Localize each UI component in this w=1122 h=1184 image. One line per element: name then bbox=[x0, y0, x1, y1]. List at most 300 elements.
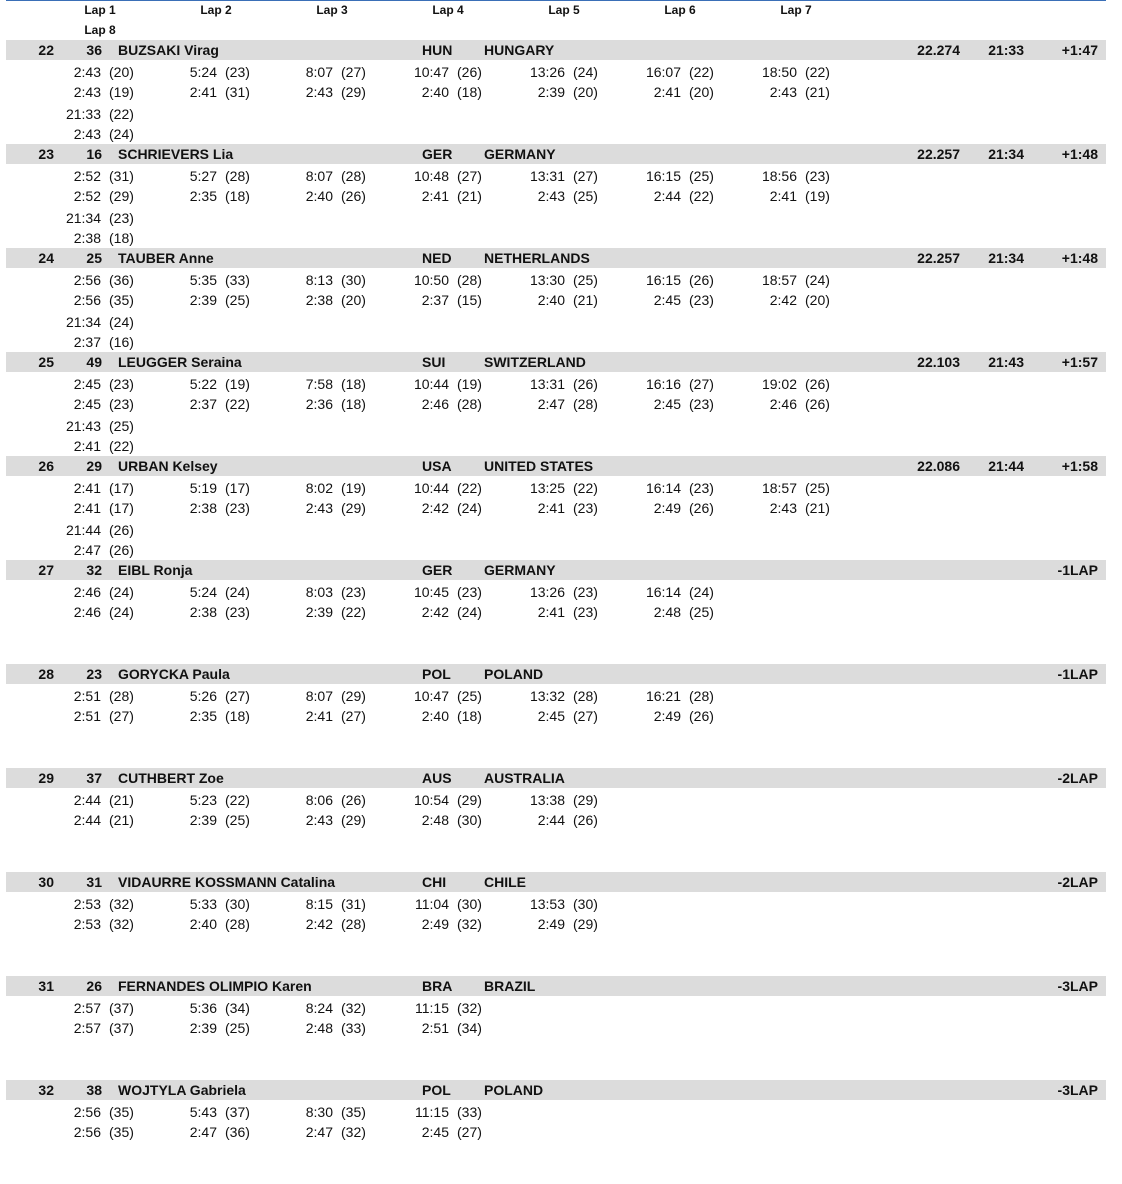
cumulative-split bbox=[621, 478, 714, 498]
split-rank: (24) bbox=[457, 604, 482, 620]
lap-split bbox=[41, 706, 134, 726]
lap8-cumulative-row bbox=[0, 520, 1122, 540]
cumulative-split bbox=[505, 478, 598, 498]
split-time: 5:23 bbox=[189, 792, 217, 808]
split-time: 2:40 bbox=[537, 292, 565, 308]
split-time: 11:04 bbox=[415, 896, 449, 912]
split-rank: (18) bbox=[457, 708, 482, 724]
split-rank: (23) bbox=[689, 480, 714, 496]
split-time: 13:31 bbox=[529, 376, 565, 392]
header-rule bbox=[6, 0, 1106, 1]
cumulative-split bbox=[737, 478, 830, 498]
lap-split-row bbox=[0, 290, 1122, 310]
cumulative-split-row bbox=[0, 790, 1122, 810]
gap-cell: -2LAP bbox=[1057, 874, 1098, 890]
lap-header-4: Lap 4 bbox=[432, 3, 464, 17]
split-rank: (23) bbox=[457, 584, 482, 600]
split-time: 2:46 bbox=[769, 396, 797, 412]
lap8-cumulative-row bbox=[0, 416, 1122, 436]
rank-cell: 26 bbox=[38, 458, 54, 474]
result-row bbox=[0, 352, 1122, 456]
result-row bbox=[0, 248, 1122, 352]
split-rank: (24) bbox=[457, 500, 482, 516]
cumulative-split bbox=[41, 790, 134, 810]
lap-split bbox=[157, 82, 250, 102]
split-time: 21:34 bbox=[65, 314, 101, 330]
lap-split bbox=[621, 706, 714, 726]
lap-split bbox=[737, 82, 830, 102]
lap-split bbox=[41, 436, 134, 456]
split-rank: (23) bbox=[573, 500, 598, 516]
split-time: 2:38 bbox=[73, 230, 101, 246]
split-time: 2:41 bbox=[189, 84, 217, 100]
split-rank: (35) bbox=[109, 1104, 134, 1120]
split-rank: (25) bbox=[457, 688, 482, 704]
lap-split bbox=[737, 290, 830, 310]
split-rank: (23) bbox=[109, 396, 134, 412]
cumulative-split bbox=[273, 894, 366, 914]
lap-split-row bbox=[0, 82, 1122, 102]
cumulative-split bbox=[621, 374, 714, 394]
cumulative-split bbox=[273, 1102, 366, 1122]
split-rank: (16) bbox=[109, 334, 134, 350]
cumulative-split bbox=[621, 166, 714, 186]
split-time: 8:15 bbox=[305, 896, 333, 912]
bib-cell: 16 bbox=[86, 146, 102, 162]
split-time: 2:45 bbox=[653, 292, 681, 308]
cumulative-split bbox=[389, 1102, 482, 1122]
split-rank: (28) bbox=[689, 688, 714, 704]
split-rank: (25) bbox=[689, 604, 714, 620]
split-rank: (29) bbox=[341, 500, 366, 516]
split-time: 2:44 bbox=[537, 812, 565, 828]
split-rank: (26) bbox=[689, 500, 714, 516]
country-name: POLAND bbox=[484, 1082, 544, 1098]
cumulative-split bbox=[273, 374, 366, 394]
split-rank: (25) bbox=[225, 1020, 250, 1036]
split-rank: (27) bbox=[109, 708, 134, 724]
split-rank: (20) bbox=[341, 292, 366, 308]
result-row bbox=[0, 976, 1122, 1080]
split-rank: (19) bbox=[805, 188, 830, 204]
split-rank: (29) bbox=[341, 84, 366, 100]
lap-split bbox=[41, 540, 134, 560]
rank-cell: 23 bbox=[38, 146, 54, 162]
split-time: 2:41 bbox=[421, 188, 449, 204]
nat-code: BRA bbox=[422, 978, 453, 994]
split-rank: (24) bbox=[225, 584, 250, 600]
split-rank: (25) bbox=[573, 272, 598, 288]
split-time: 16:15 bbox=[645, 272, 681, 288]
nat-code: AUS bbox=[422, 770, 452, 786]
cumulative-split bbox=[157, 62, 250, 82]
split-time: 11:15 bbox=[415, 1104, 449, 1120]
lap-split bbox=[273, 82, 366, 102]
split-time: 2:40 bbox=[421, 708, 449, 724]
finish-time: 21:43 bbox=[988, 354, 1024, 370]
split-time: 2:52 bbox=[73, 188, 101, 204]
split-rank: (27) bbox=[225, 688, 250, 704]
split-time: 2:36 bbox=[305, 396, 333, 412]
split-time: 2:41 bbox=[73, 438, 101, 454]
lap-split-row bbox=[0, 186, 1122, 206]
lap-split bbox=[273, 914, 366, 934]
split-rank: (25) bbox=[225, 292, 250, 308]
split-rank: (30) bbox=[457, 812, 482, 828]
split-rank: (24) bbox=[689, 584, 714, 600]
split-rank: (37) bbox=[225, 1104, 250, 1120]
gap-cell: -1LAP bbox=[1057, 666, 1098, 682]
lap-header-1: Lap 1 bbox=[84, 3, 116, 17]
lap-split-row bbox=[0, 394, 1122, 414]
split-time: 8:30 bbox=[305, 1104, 333, 1120]
lap-split bbox=[157, 1122, 250, 1142]
country-name: POLAND bbox=[484, 666, 544, 682]
lap-split bbox=[157, 706, 250, 726]
cumulative-split bbox=[41, 894, 134, 914]
lap-header-2: Lap 2 bbox=[200, 3, 232, 17]
split-rank: (28) bbox=[573, 688, 598, 704]
split-rank: (23) bbox=[573, 604, 598, 620]
split-time: 2:41 bbox=[537, 500, 565, 516]
split-time: 21:43 bbox=[65, 418, 101, 434]
split-time: 8:24 bbox=[305, 1000, 333, 1016]
split-time: 8:02 bbox=[305, 480, 333, 496]
split-rank: (26) bbox=[109, 522, 134, 538]
lap-split bbox=[273, 1018, 366, 1038]
split-time: 5:27 bbox=[189, 168, 217, 184]
split-rank: (18) bbox=[109, 230, 134, 246]
cumulative-split-row bbox=[0, 62, 1122, 82]
split-rank: (32) bbox=[109, 916, 134, 932]
lap-split bbox=[389, 1018, 482, 1038]
split-time: 2:43 bbox=[73, 64, 101, 80]
split-rank: (26) bbox=[457, 64, 482, 80]
split-time: 2:43 bbox=[305, 84, 333, 100]
lap-split bbox=[273, 394, 366, 414]
cumulative-split bbox=[273, 478, 366, 498]
split-rank: (37) bbox=[109, 1020, 134, 1036]
lap-header-5: Lap 5 bbox=[548, 3, 580, 17]
cumulative-split bbox=[505, 790, 598, 810]
split-time: 13:25 bbox=[529, 480, 565, 496]
athlete-name: GORYCKA Paula bbox=[118, 666, 230, 682]
split-time: 2:47 bbox=[73, 542, 101, 558]
split-rank: (27) bbox=[341, 64, 366, 80]
gap-cell: +1:48 bbox=[1061, 146, 1098, 162]
split-rank: (21) bbox=[457, 188, 482, 204]
split-time: 8:07 bbox=[305, 168, 333, 184]
split-rank: (26) bbox=[341, 792, 366, 808]
split-time: 2:40 bbox=[421, 84, 449, 100]
cumulative-split bbox=[505, 374, 598, 394]
cumulative-split bbox=[41, 270, 134, 290]
bib-cell: 38 bbox=[86, 1082, 102, 1098]
split-rank: (19) bbox=[225, 376, 250, 392]
lap-split bbox=[41, 498, 134, 518]
lap-split bbox=[505, 498, 598, 518]
split-time: 2:39 bbox=[305, 604, 333, 620]
split-rank: (27) bbox=[573, 168, 598, 184]
split-rank: (30) bbox=[457, 896, 482, 912]
split-time: 16:07 bbox=[645, 64, 681, 80]
cumulative-split bbox=[41, 520, 134, 540]
split-rank: (15) bbox=[457, 292, 482, 308]
finish-time: 21:33 bbox=[988, 42, 1024, 58]
split-time: 2:42 bbox=[769, 292, 797, 308]
split-time: 8:07 bbox=[305, 688, 333, 704]
split-rank: (18) bbox=[225, 708, 250, 724]
split-time: 2:45 bbox=[73, 396, 101, 412]
lap-split bbox=[273, 706, 366, 726]
split-time: 2:56 bbox=[73, 1104, 101, 1120]
lap-header-7: Lap 7 bbox=[780, 3, 812, 17]
speed-cell: 22.257 bbox=[917, 250, 960, 266]
split-rank: (31) bbox=[225, 84, 250, 100]
athlete-name: BUZSAKI Virag bbox=[118, 42, 219, 58]
speed-cell: 22.103 bbox=[917, 354, 960, 370]
cumulative-split bbox=[157, 790, 250, 810]
lap-split bbox=[389, 602, 482, 622]
split-rank: (33) bbox=[225, 272, 250, 288]
split-time: 2:41 bbox=[769, 188, 797, 204]
lap-split bbox=[157, 602, 250, 622]
split-time: 2:38 bbox=[189, 604, 217, 620]
split-time: 2:43 bbox=[305, 812, 333, 828]
split-time: 5:35 bbox=[189, 272, 217, 288]
split-time: 2:49 bbox=[653, 500, 681, 516]
split-rank: (27) bbox=[573, 708, 598, 724]
cumulative-split bbox=[273, 998, 366, 1018]
split-rank: (26) bbox=[805, 396, 830, 412]
split-rank: (22) bbox=[225, 792, 250, 808]
cumulative-split bbox=[389, 998, 482, 1018]
cumulative-split bbox=[157, 1102, 250, 1122]
split-rank: (28) bbox=[457, 396, 482, 412]
split-rank: (35) bbox=[341, 1104, 366, 1120]
split-rank: (28) bbox=[341, 916, 366, 932]
athlete-name: TAUBER Anne bbox=[118, 250, 214, 266]
lap8-cumulative-row bbox=[0, 312, 1122, 332]
result-row bbox=[0, 872, 1122, 976]
bib-cell: 29 bbox=[86, 458, 102, 474]
gap-cell: +1:58 bbox=[1061, 458, 1098, 474]
cumulative-split bbox=[157, 998, 250, 1018]
lap-split bbox=[41, 228, 134, 248]
split-time: 18:57 bbox=[761, 272, 797, 288]
split-rank: (34) bbox=[225, 1000, 250, 1016]
country-name: GERMANY bbox=[484, 562, 556, 578]
cumulative-split bbox=[41, 312, 134, 332]
split-time: 10:44 bbox=[413, 480, 449, 496]
gap-cell: -1LAP bbox=[1057, 562, 1098, 578]
split-time: 2:41 bbox=[73, 500, 101, 516]
split-rank: (31) bbox=[341, 896, 366, 912]
split-rank: (28) bbox=[109, 688, 134, 704]
athlete-name: WOJTYLA Gabriela bbox=[118, 1082, 246, 1098]
split-rank: (30) bbox=[341, 272, 366, 288]
split-time: 19:02 bbox=[761, 376, 797, 392]
split-rank: (21) bbox=[573, 292, 598, 308]
split-time: 2:44 bbox=[73, 812, 101, 828]
split-rank: (23) bbox=[225, 500, 250, 516]
split-time: 2:51 bbox=[73, 688, 101, 704]
split-time: 2:56 bbox=[73, 272, 101, 288]
split-time: 16:14 bbox=[645, 480, 681, 496]
rank-cell: 24 bbox=[38, 250, 54, 266]
split-time: 2:41 bbox=[653, 84, 681, 100]
split-time: 18:56 bbox=[761, 168, 797, 184]
speed-cell: 22.274 bbox=[917, 42, 960, 58]
rank-cell: 31 bbox=[38, 978, 54, 994]
split-rank: (24) bbox=[109, 314, 134, 330]
split-time: 2:49 bbox=[653, 708, 681, 724]
cumulative-split bbox=[41, 104, 134, 124]
split-rank: (19) bbox=[457, 376, 482, 392]
split-rank: (23) bbox=[341, 584, 366, 600]
split-time: 2:46 bbox=[421, 396, 449, 412]
lap-split bbox=[157, 498, 250, 518]
rank-cell: 29 bbox=[38, 770, 54, 786]
split-time: 2:43 bbox=[73, 84, 101, 100]
country-name: SWITZERLAND bbox=[484, 354, 586, 370]
lap-split bbox=[505, 706, 598, 726]
result-row bbox=[0, 560, 1122, 664]
split-time: 2:37 bbox=[189, 396, 217, 412]
athlete-name: EIBL Ronja bbox=[118, 562, 193, 578]
split-time: 2:42 bbox=[305, 916, 333, 932]
split-time: 13:26 bbox=[529, 584, 565, 600]
lap-split bbox=[157, 186, 250, 206]
split-time: 10:48 bbox=[413, 168, 449, 184]
split-rank: (27) bbox=[341, 708, 366, 724]
split-rank: (29) bbox=[573, 792, 598, 808]
lap-split bbox=[621, 602, 714, 622]
split-rank: (18) bbox=[341, 376, 366, 392]
cumulative-split bbox=[621, 686, 714, 706]
split-rank: (23) bbox=[109, 210, 134, 226]
split-rank: (27) bbox=[689, 376, 714, 392]
cumulative-split-row bbox=[0, 374, 1122, 394]
cumulative-split bbox=[41, 416, 134, 436]
lap-split bbox=[505, 186, 598, 206]
lap-split bbox=[273, 290, 366, 310]
gap-cell: +1:47 bbox=[1061, 42, 1098, 58]
split-time: 2:47 bbox=[305, 1124, 333, 1140]
finish-time: 21:34 bbox=[988, 146, 1024, 162]
lap-split-row bbox=[0, 498, 1122, 518]
split-rank: (32) bbox=[341, 1124, 366, 1140]
split-rank: (19) bbox=[341, 480, 366, 496]
split-rank: (20) bbox=[805, 292, 830, 308]
split-time: 2:49 bbox=[421, 916, 449, 932]
bib-cell: 31 bbox=[86, 874, 102, 890]
lap-split bbox=[621, 82, 714, 102]
lap-split bbox=[389, 914, 482, 934]
lap-split bbox=[41, 332, 134, 352]
split-rank: (26) bbox=[689, 272, 714, 288]
athlete-name: VIDAURRE KOSSMANN Catalina bbox=[118, 874, 336, 890]
lap-split bbox=[41, 82, 134, 102]
lap-split bbox=[273, 602, 366, 622]
cumulative-split bbox=[389, 894, 482, 914]
split-rank: (22) bbox=[225, 396, 250, 412]
split-time: 2:40 bbox=[189, 916, 217, 932]
split-rank: (26) bbox=[109, 542, 134, 558]
lap8-lap-row bbox=[0, 228, 1122, 248]
split-rank: (23) bbox=[689, 292, 714, 308]
cumulative-split bbox=[389, 686, 482, 706]
split-rank: (26) bbox=[573, 376, 598, 392]
split-time: 2:39 bbox=[189, 812, 217, 828]
cumulative-split bbox=[389, 790, 482, 810]
bib-cell: 32 bbox=[86, 562, 102, 578]
split-time: 5:24 bbox=[189, 64, 217, 80]
split-time: 2:43 bbox=[537, 188, 565, 204]
lap-header-6: Lap 6 bbox=[664, 3, 696, 17]
lap-split-row bbox=[0, 602, 1122, 622]
split-rank: (22) bbox=[457, 480, 482, 496]
split-rank: (20) bbox=[109, 64, 134, 80]
lap-split bbox=[41, 394, 134, 414]
nat-code: SUI bbox=[422, 354, 446, 370]
split-time: 2:51 bbox=[421, 1020, 449, 1036]
cumulative-split bbox=[41, 478, 134, 498]
split-time: 2:44 bbox=[73, 792, 101, 808]
nat-code: GER bbox=[422, 146, 453, 162]
split-rank: (22) bbox=[805, 64, 830, 80]
split-rank: (17) bbox=[109, 500, 134, 516]
speed-cell: 22.086 bbox=[917, 458, 960, 474]
split-rank: (37) bbox=[109, 1000, 134, 1016]
split-time: 10:54 bbox=[413, 792, 449, 808]
split-time: 5:24 bbox=[189, 584, 217, 600]
split-rank: (32) bbox=[457, 1000, 482, 1016]
split-time: 18:50 bbox=[761, 64, 797, 80]
cumulative-split-row bbox=[0, 582, 1122, 602]
lap-split-row bbox=[0, 1018, 1122, 1038]
gap-cell: +1:48 bbox=[1061, 250, 1098, 266]
lap-split bbox=[273, 498, 366, 518]
cumulative-split bbox=[505, 62, 598, 82]
rank-cell: 32 bbox=[38, 1082, 54, 1098]
split-time: 13:32 bbox=[529, 688, 565, 704]
split-time: 10:47 bbox=[413, 64, 449, 80]
cumulative-split bbox=[41, 1102, 134, 1122]
split-rank: (27) bbox=[457, 1124, 482, 1140]
split-time: 2:46 bbox=[73, 584, 101, 600]
lap-split bbox=[157, 914, 250, 934]
split-time: 2:52 bbox=[73, 168, 101, 184]
split-time: 2:57 bbox=[73, 1000, 101, 1016]
rank-cell: 28 bbox=[38, 666, 54, 682]
split-time: 8:13 bbox=[305, 272, 333, 288]
split-rank: (25) bbox=[805, 480, 830, 496]
split-time: 2:39 bbox=[189, 292, 217, 308]
gap-cell: -3LAP bbox=[1057, 1082, 1098, 1098]
country-name: BRAZIL bbox=[484, 978, 536, 994]
split-time: 5:19 bbox=[189, 480, 217, 496]
rank-cell: 22 bbox=[38, 42, 54, 58]
lap-split bbox=[389, 186, 482, 206]
lap8-lap-row bbox=[0, 332, 1122, 352]
split-rank: (21) bbox=[805, 84, 830, 100]
result-row bbox=[0, 768, 1122, 872]
split-rank: (21) bbox=[109, 812, 134, 828]
split-rank: (20) bbox=[573, 84, 598, 100]
split-time: 21:44 bbox=[65, 522, 101, 538]
split-rank: (23) bbox=[225, 64, 250, 80]
